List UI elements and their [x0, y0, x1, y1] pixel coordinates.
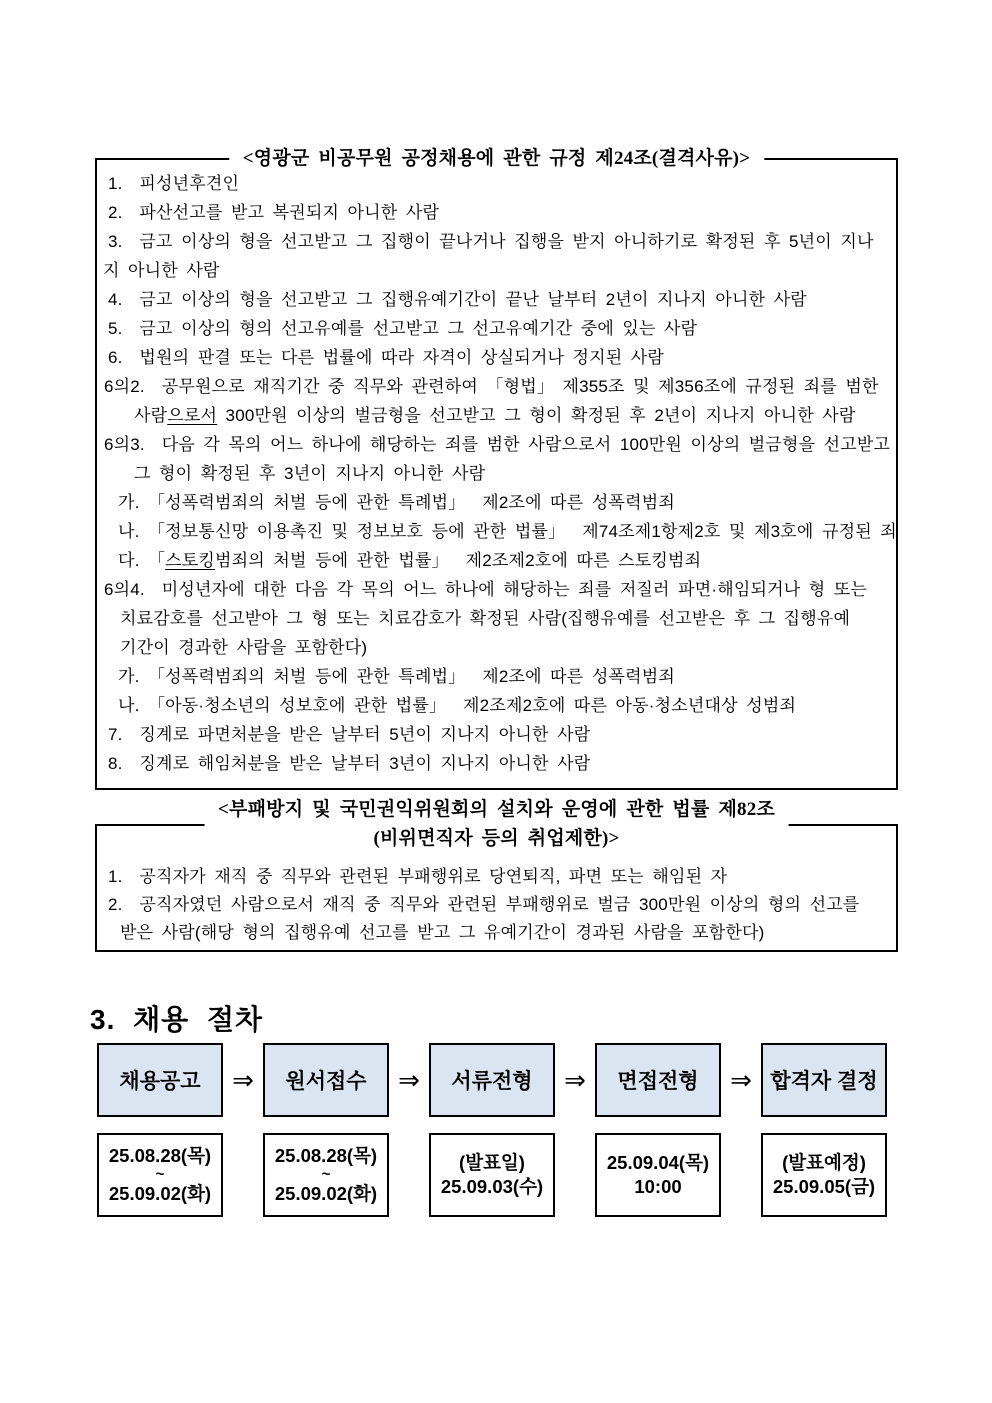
date-text: 25.09.03(수) [440, 1176, 544, 1197]
text-segment: 300만원 이상의 벌금형을 선고받고 그 형이 확정된 후 2년이 지나지 아니한 사람 [217, 406, 856, 425]
legal-text-line [103, 604, 890, 633]
legal-text-line [103, 372, 890, 401]
legal-text-line [103, 227, 890, 256]
date-text: 25.08.28(목) [274, 1145, 378, 1166]
text-segment: 다. 「 [118, 551, 166, 570]
text-segment: 나. 「아동·청소년의 성보호에 관한 법률」 제2조제2호에 따른 아동·청소년대상 성범죄 [118, 696, 797, 715]
employment-restriction-box-title [204, 795, 789, 853]
text-segment: 받은 사람(해당 형의 집행유예 선고를 받고 그 유예기간이 경과된 사람을 포함한다) [120, 923, 765, 942]
text-segment: 가. 「성폭력범죄의 처벌 등에 관한 특례법」 제2조에 따른 성폭력범죄 [118, 493, 675, 512]
legal-text-line [103, 720, 890, 749]
legal-text-line [103, 314, 890, 343]
double-arrow-icon: ⇒ [398, 1064, 420, 1095]
double-arrow-icon: ⇒ [232, 1064, 254, 1095]
double-arrow-icon: ⇒ [730, 1064, 752, 1095]
legal-text-line [103, 430, 890, 459]
process-date-box [761, 1133, 887, 1217]
date-range-tilde: ~ [155, 1166, 165, 1183]
date-range-tilde: ~ [321, 1166, 331, 1183]
legal-text-line [103, 198, 890, 227]
legal-text-line [103, 169, 890, 198]
title-line-1: <부패방지 및 국민권익위원회의 설치와 운영에 관한 법률 제82조 [218, 799, 775, 820]
process-date-box [429, 1133, 555, 1217]
legal-text-line [103, 662, 890, 691]
date-text: 10:00 [634, 1176, 682, 1197]
text-segment: 지 아니한 사람 [103, 261, 220, 280]
legal-text-line [103, 546, 890, 575]
legal-text-line [103, 575, 890, 604]
date-text: (발표예정) [782, 1152, 866, 1173]
process-step-box: 면접전형 [595, 1043, 721, 1117]
text-segment: 1. 피성년후견인 [108, 174, 240, 193]
legal-text-line [103, 863, 890, 891]
text-segment: 5. 금고 이상의 형의 선고유예를 선고받고 그 선고유예기간 중에 있는 사람 [108, 319, 698, 338]
process-step-box: 합격자 결정 [761, 1043, 887, 1117]
legal-text-line [103, 517, 897, 546]
title-line-2: (비위면직자 등의 취업제한)> [373, 828, 620, 849]
column-spacer [555, 1133, 595, 1217]
process-date-box [97, 1133, 223, 1217]
date-text: 25.09.05(금) [772, 1176, 876, 1197]
underlined-text: 으로서 [167, 406, 218, 425]
section-3-heading: 3. 채용 절차 [90, 1004, 264, 1035]
legal-text-line [103, 343, 890, 372]
text-segment: 1. 공직자가 재직 중 직무와 관련된 부패행위로 당연퇴직, 파면 또는 해임된 자 [108, 867, 728, 886]
text-segment: 6. 법원의 판결 또는 다른 법률에 따라 자격이 상실되거나 정지된 사람 [108, 348, 665, 367]
text-segment: 치료감호를 선고받아 그 형 또는 치료감호가 확정된 사람(집행유예를 선고받은 후 그 집행유예 [120, 609, 851, 628]
disqualification-box-title: <영광군 비공무원 공정채용에 관한 규정 제24조(결격사유)> [229, 144, 764, 173]
text-segment: 2. 파산선고를 받고 복권되지 아니한 사람 [108, 203, 440, 222]
underlined-text: 스토킹 [165, 551, 216, 570]
legal-text-line [103, 691, 890, 720]
date-text: (발표일) [459, 1152, 525, 1173]
legal-text-line [103, 459, 890, 488]
recruitment-process-flow [97, 1043, 887, 1117]
column-spacer [389, 1133, 429, 1217]
legal-text-line [103, 919, 890, 947]
text-segment: 6의2. 공무원으로 재직기간 중 직무와 관련하여 「형법」 제355조 및 제356조에 규정된 죄를 범한 [104, 377, 879, 396]
process-step-box: 채용공고 [97, 1043, 223, 1117]
process-step-box: 서류전형 [429, 1043, 555, 1117]
legal-text-line [103, 285, 890, 314]
text-segment: 그 형이 확정된 후 3년이 지나지 아니한 사람 [134, 464, 486, 483]
text-segment: 8. 징계로 해임처분을 받은 날부터 3년이 지나지 아니한 사람 [108, 754, 591, 773]
date-text: 25.09.02(화) [108, 1183, 212, 1204]
column-spacer [223, 1133, 263, 1217]
legal-text-line [103, 256, 890, 285]
text-segment: 사람 [134, 406, 168, 425]
legal-text-line [103, 401, 890, 430]
text-segment: 기간이 경과한 사람을 포함한다) [120, 638, 368, 657]
text-segment: 4. 금고 이상의 형을 선고받고 그 집행유예기간이 끝난 날부터 2년이 지나지 아니한 사람 [108, 290, 807, 309]
column-spacer [721, 1133, 761, 1217]
text-segment: 2. 공직자였던 사람으로서 재직 중 직무와 관련된 부패행위로 벌금 300만원 이상의 형의 선고를 [108, 895, 860, 914]
disqualification-list [97, 160, 896, 778]
text-segment: 가. 「성폭력범죄의 처벌 등에 관한 특례법」 제2조에 따른 성폭력범죄 [118, 667, 675, 686]
legal-text-line [103, 891, 890, 919]
disqualification-box [95, 148, 898, 790]
legal-text-line [103, 488, 890, 517]
process-date-box [263, 1133, 389, 1217]
text-segment: 6의4. 미성년자에 대한 다음 각 목의 어느 하나에 해당하는 죄를 저질러 파면·해임되거나 형 또는 [104, 580, 868, 599]
employment-restriction-box [95, 799, 898, 952]
process-step-box: 원서접수 [263, 1043, 389, 1117]
text-segment: 7. 징계로 파면처분을 받은 날부터 5년이 지나지 아니한 사람 [108, 725, 591, 744]
date-text: 25.08.28(목) [108, 1145, 212, 1166]
legal-text-line [103, 633, 890, 662]
date-text: 25.09.02(화) [274, 1183, 378, 1204]
text-segment: 나. 「정보통신망 이용촉진 및 정보보호 등에 관한 법률」 제74조제1항제2호 및 제3호에 규정된 죄 [118, 522, 897, 541]
legal-text-line [103, 749, 890, 778]
date-text: 25.09.04(목) [606, 1152, 710, 1173]
text-segment: 6의3. 다음 각 목의 어느 하나에 해당하는 죄를 범한 사람으로서 100만원 이상의 벌금형을 선고받고 [104, 435, 891, 454]
recruitment-process-dates [97, 1133, 887, 1217]
double-arrow-icon: ⇒ [564, 1064, 586, 1095]
text-segment: 3. 금고 이상의 형을 선고받고 그 집행이 끝나거나 집행을 받지 아니하기로 확정된 후 5년이 지나 [108, 232, 874, 251]
process-date-box [595, 1133, 721, 1217]
text-segment: 범죄의 처벌 등에 관한 법률」 제2조제2호에 따른 스토킹범죄 [215, 551, 702, 570]
